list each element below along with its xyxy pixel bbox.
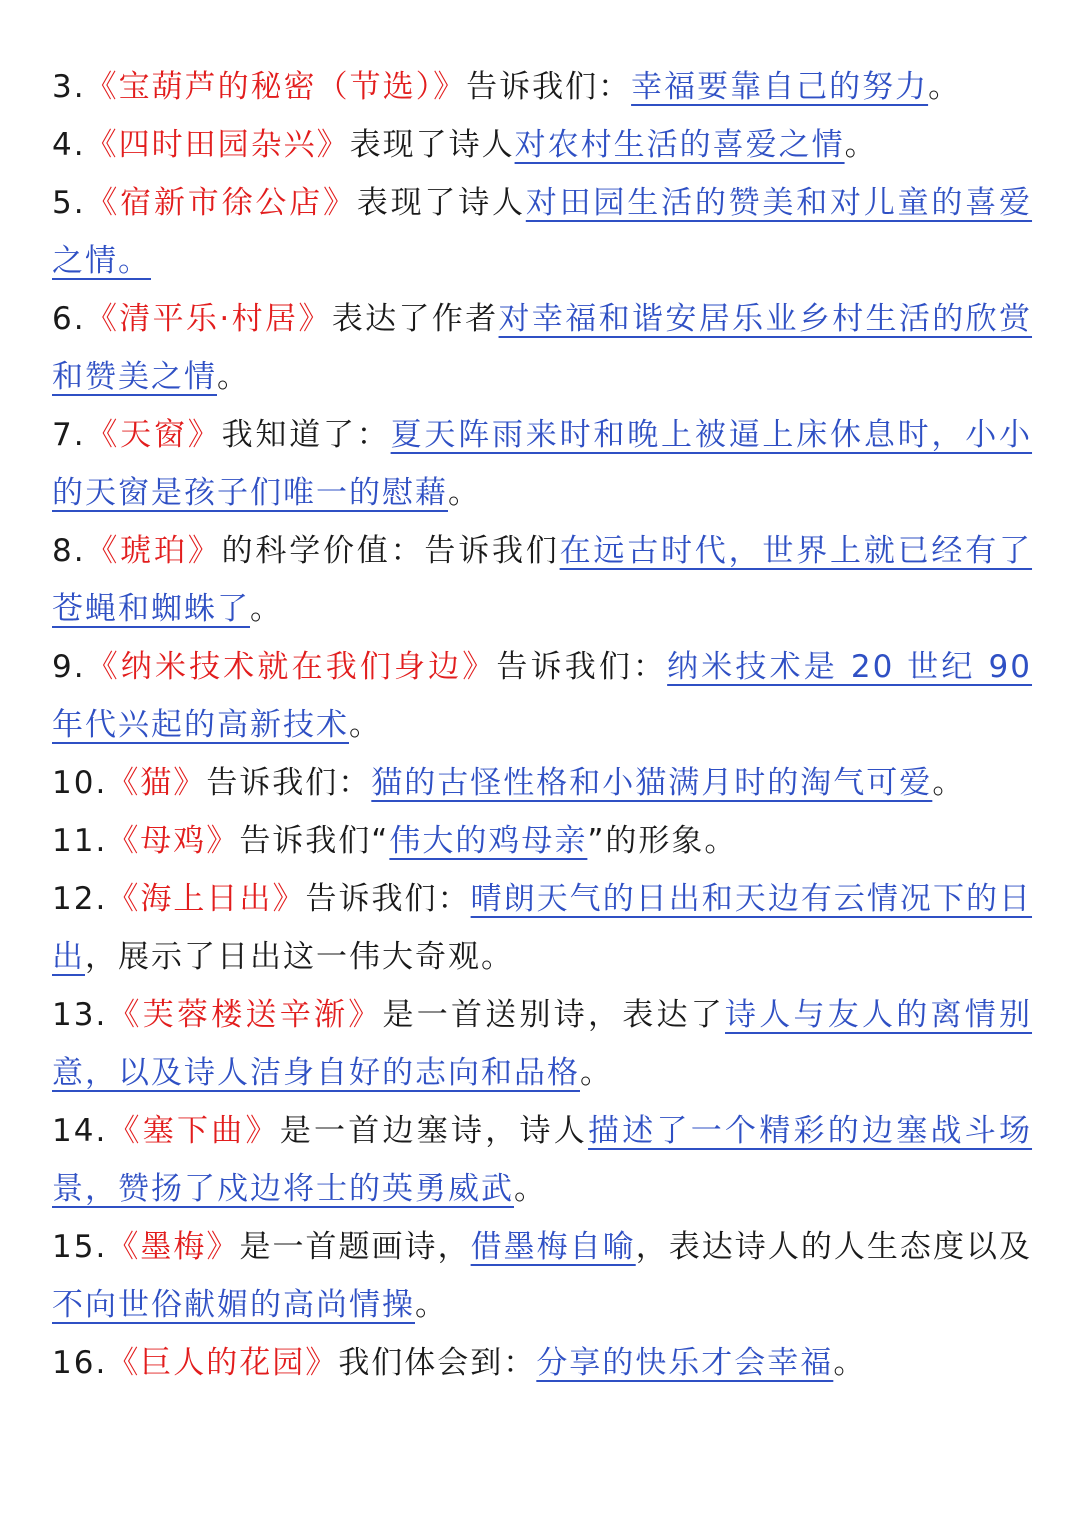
text-title: 《清平乐·村居》: [85, 301, 332, 337]
entry-text: 。: [217, 359, 250, 395]
note-entry: [52, 116, 1032, 174]
answer-highlight: 在远古时代，世界上就已经有了苍蝇和蜘蛛了: [52, 533, 1033, 627]
note-entry: [52, 812, 1032, 870]
answer-highlight: 夏天阵雨来时和晚上被逼上床休息时，小小的天窗是孩子们唯一的慰藉: [52, 417, 1033, 511]
text-title: 《芙蓉楼送辛渐》: [107, 997, 383, 1033]
text-title: 《琥珀》: [85, 533, 222, 569]
answer-highlight: 借墨梅自喻: [470, 1229, 636, 1265]
text-title: 《海上日出》: [107, 881, 306, 917]
entry-text: 。: [349, 707, 382, 743]
entry-text: 表达了作者: [331, 301, 499, 337]
text-title: 《塞下曲》: [107, 1113, 280, 1149]
entry-number: 13.: [52, 997, 108, 1033]
text-title: 《猫》: [107, 765, 207, 801]
entry-number: 14.: [52, 1113, 108, 1149]
answer-highlight: 纳米技术是 20 世纪 90 年代兴起的高新技术: [52, 649, 1033, 743]
entry-text: 。: [928, 69, 962, 105]
entry-number: 7.: [52, 417, 86, 453]
entry-number: 11.: [52, 823, 108, 859]
answer-highlight: 伟大的鸡母亲: [389, 823, 588, 859]
note-entry: [52, 1218, 1032, 1334]
notes-list: [52, 58, 1032, 1392]
entry-text: ”的形象。: [587, 823, 738, 859]
entry-text: 告诉我们：: [305, 881, 471, 917]
answer-highlight: 猫的古怪性格和小猫满月时的淘气可爱: [371, 765, 933, 801]
entry-number: 16.: [52, 1345, 108, 1381]
entry-number: 15.: [52, 1229, 108, 1265]
answer-highlight: 描述了一个精彩的边塞战斗场景，赞扬了戍边将士的英勇威武: [52, 1113, 1033, 1207]
entry-text: ，表达诗人的人生态度以及: [635, 1229, 1033, 1265]
entry-text: 表现了诗人: [349, 127, 515, 163]
entry-text: 是一首送别诗，表达了: [382, 997, 726, 1033]
answer-highlight: 对幸福和谐安居乐业乡村生活的欣赏和赞美之情: [52, 301, 1033, 395]
entry-number: 4.: [52, 127, 86, 163]
text-title: 《宿新市徐公店》: [85, 185, 357, 221]
entry-number: 3.: [52, 69, 86, 105]
answer-highlight: 幸福要靠自己的努力: [631, 69, 929, 105]
entry-text: 表现了诗人: [356, 185, 526, 221]
entry-text: 的科学价值：告诉我们: [221, 533, 560, 569]
answer-highlight: 不向世俗献媚的高尚情操: [52, 1287, 415, 1323]
entry-number: 9.: [52, 649, 86, 685]
text-title: 《四时田园杂兴》: [85, 127, 350, 163]
text-title: 《母鸡》: [107, 823, 240, 859]
entry-text: 告诉我们“: [239, 823, 390, 859]
text-title: 《天窗》: [85, 417, 222, 453]
entry-text: 是一首边塞诗，诗人: [279, 1113, 589, 1149]
entry-text: 告诉我们：: [496, 649, 668, 685]
text-title: 《纳米技术就在我们身边》: [85, 649, 497, 685]
text-title: 《巨人的花园》: [107, 1345, 339, 1381]
note-entry: [52, 174, 1032, 290]
answer-highlight: 对农村生活的喜爱之情: [514, 127, 845, 163]
entry-text: 。: [580, 1055, 613, 1091]
note-entry: [52, 1102, 1032, 1218]
entry-text: 我知道了：: [221, 417, 391, 453]
note-entry: [52, 870, 1032, 986]
note-entry: [52, 58, 1032, 116]
note-entry: [52, 290, 1032, 406]
entry-text: 告诉我们：: [206, 765, 372, 801]
entry-text: 。: [514, 1171, 547, 1207]
text-title: 《宝葫芦的秘密（节选）》: [85, 69, 467, 105]
answer-highlight: 诗人与友人的离情别意，以及诗人洁身自好的志向和品格: [52, 997, 1033, 1091]
entry-text: 。: [250, 591, 283, 627]
entry-number: 6.: [52, 301, 86, 337]
entry-number: 5.: [52, 185, 86, 221]
entry-number: 8.: [52, 533, 86, 569]
note-entry: [52, 638, 1032, 754]
entry-text: ，展示了日出这一伟大奇观。: [85, 939, 514, 975]
text-title: 《墨梅》: [107, 1229, 240, 1265]
entry-text: 是一首题画诗，: [239, 1229, 471, 1265]
answer-highlight: 对田园生活的赞美和对儿童的喜爱之情。: [52, 185, 1033, 279]
entry-text: 。: [844, 127, 878, 163]
entry-text: 我们体会到：: [338, 1345, 537, 1381]
entry-number: 10.: [52, 765, 108, 801]
note-entry: [52, 1334, 1032, 1392]
note-entry: [52, 754, 1032, 812]
note-entry: [52, 522, 1032, 638]
entry-text: 。: [932, 765, 966, 801]
entry-text: 。: [415, 1287, 448, 1323]
entry-text: 。: [448, 475, 481, 511]
note-entry: [52, 986, 1032, 1102]
note-entry: [52, 406, 1032, 522]
entry-text: 。: [833, 1345, 867, 1381]
answer-highlight: 晴朗天气的日出和天边有云情况下的日出: [52, 881, 1033, 975]
answer-highlight: 分享的快乐才会幸福: [536, 1345, 834, 1381]
entry-number: 12.: [52, 881, 108, 917]
entry-text: 告诉我们：: [466, 69, 632, 105]
